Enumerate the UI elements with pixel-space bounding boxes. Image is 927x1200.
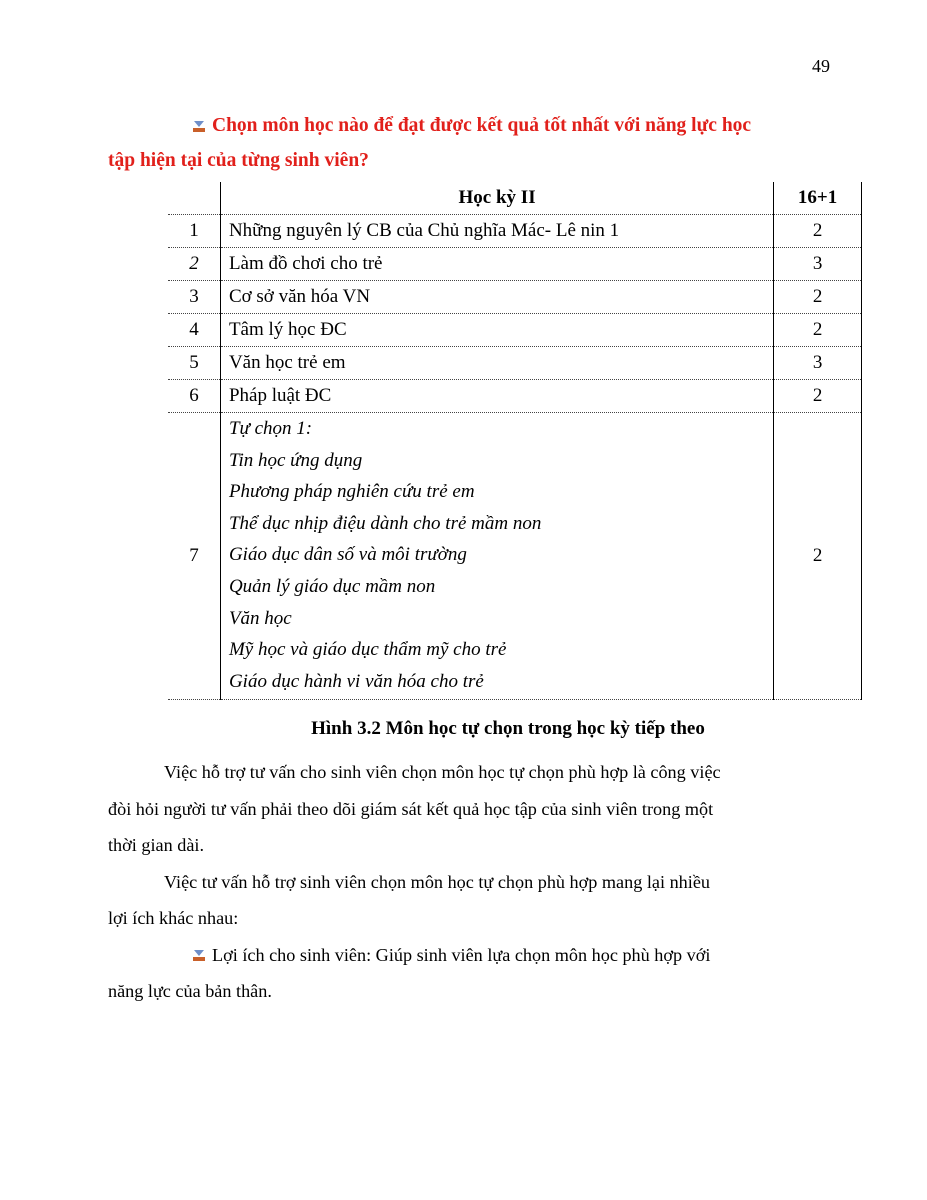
- heading-line-1: [108, 108, 824, 143]
- row-num: 1: [168, 215, 220, 248]
- bullet-paragraph: [108, 937, 818, 974]
- row-credits: 3: [774, 347, 862, 380]
- row-num: 4: [168, 314, 220, 347]
- header-num-cell: [168, 182, 220, 215]
- heading-line-2: tập hiện tại của từng sinh viên?: [108, 150, 369, 171]
- row-credits: 2: [774, 215, 862, 248]
- heading-text-1: Chọn môn học nào để đạt được kết quả tốt nhất với năng lực học: [212, 115, 752, 136]
- course-table: [168, 182, 862, 700]
- elective-list: [220, 413, 773, 700]
- row-course-name: Những nguyên lý CB của Chủ nghĩa Mác- Lê nin 1: [220, 215, 773, 248]
- row-num: 5: [168, 347, 220, 380]
- bullet-arrow-icon: [192, 949, 206, 963]
- table-row: [168, 281, 862, 314]
- paragraph-line: đòi hỏi người tư vấn phải theo dõi giám sát kết quả học tập của sinh viên trong một: [108, 798, 714, 819]
- table-row: [168, 215, 862, 248]
- table-header-row: [168, 182, 862, 215]
- row-num: 7: [168, 413, 220, 700]
- header-credits-cell: 16+1: [774, 182, 862, 215]
- elective-item: Quản lý giáo dục mầm non: [228, 575, 436, 597]
- row-num: 2: [168, 248, 220, 281]
- paragraph-line: thời gian dài.: [108, 835, 204, 855]
- paragraph-line: Việc hỗ trợ tư vấn cho sinh viên chọn môn học tự chọn phù hợp là công việc: [164, 762, 721, 782]
- body-text: [108, 754, 818, 1010]
- paragraph-line: Lợi ích cho sinh viên: Giúp sinh viên lựa chọn môn học phù hợp với: [212, 944, 711, 965]
- elective-item: Giáo dục hành vi văn hóa cho trẻ: [228, 670, 484, 692]
- row-num: 3: [168, 281, 220, 314]
- row-course-name: Pháp luật ĐC: [220, 380, 773, 413]
- table-row: [168, 314, 862, 347]
- elective-item: Mỹ học và giáo dục thẩm mỹ cho trẻ: [228, 639, 507, 661]
- table-row: [168, 248, 862, 281]
- row-credits: 2: [774, 314, 862, 347]
- section-heading: [108, 108, 824, 178]
- elective-row: [168, 413, 862, 700]
- elective-item: Thể dục nhịp điệu dành cho trẻ mầm non: [228, 512, 542, 534]
- elective-item: Văn học: [228, 607, 292, 629]
- row-course-name: Cơ sở văn hóa VN: [220, 281, 773, 314]
- figure-caption: Hình 3.2 Môn học tự chọn trong học kỳ tiếp theo: [311, 718, 705, 739]
- row-credits: 2: [774, 380, 862, 413]
- elective-item: Tin học ứng dụng: [228, 449, 363, 471]
- row-course-name: Văn học trẻ em: [220, 347, 773, 380]
- table-row: [168, 380, 862, 413]
- row-credits: 2: [774, 413, 862, 700]
- header-semester-cell: Học kỳ II: [220, 182, 773, 215]
- elective-item: Tự chọn 1:: [228, 418, 313, 439]
- elective-item: Phương pháp nghiên cứu trẻ em: [228, 481, 475, 503]
- bullet-arrow-icon: [192, 120, 206, 134]
- row-course-name: Tâm lý học ĐC: [220, 314, 773, 347]
- row-credits: 2: [774, 281, 862, 314]
- paragraph-line: lợi ích khác nhau:: [108, 908, 239, 928]
- elective-item: Giáo dục dân số và môi trường: [228, 544, 467, 566]
- page-number: 49: [812, 56, 830, 76]
- row-num: 6: [168, 380, 220, 413]
- row-course-name: Làm đồ chơi cho trẻ: [220, 248, 773, 281]
- paragraph-line: năng lực của bản thân.: [108, 981, 272, 1001]
- table-row: [168, 347, 862, 380]
- paragraph-line: Việc tư vấn hỗ trợ sinh viên chọn môn học tự chọn phù hợp mang lại nhiều: [164, 871, 710, 892]
- row-credits: 3: [774, 248, 862, 281]
